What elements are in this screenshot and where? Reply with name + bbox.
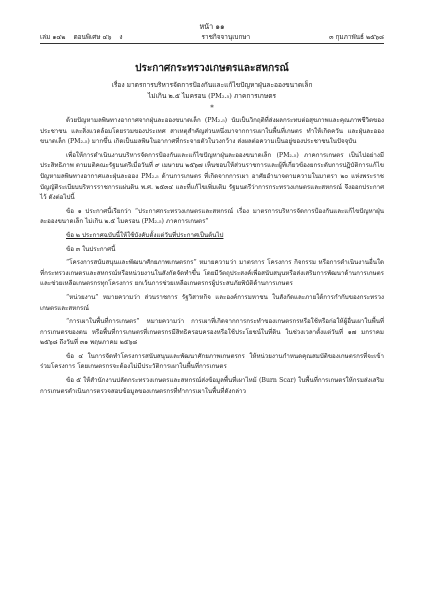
- paragraph-clause-2: ข้อ ๒ ประกาศฉบับนี้ให้ใช้บังคับตั้งแต่วันที่ประกาศเป็นต้นไป: [66, 231, 224, 239]
- paragraph-clause-5: ข้อ ๕ ให้สำนักงานปลัดกระทรวงเกษตรและสหกรณ์ส่งข้อมูลพื้นที่เผาไหม้ (Burn Scar) ในพื้นที่การเกษตรให้กรมส่งเสริมการเกษตรดำเนินการตรวจสอบข้อมูลของเกษตรกรที่ทำการเผาในพื้นที่ดังกล่าว: [40, 377, 384, 395]
- paragraph-clause-4: ข้อ ๔ ในการจัดทำโครงการสนับสนุนและพัฒนาศักยภาพเกษตรกร ให้หน่วยงานกำหนดคุณสมบัติของเกษตรกรที่จะเข้าร่วมโครงการ โดยเกษตรกรจะต้องไม่มีประวัติการเผาในพื้นที่การเกษตร: [40, 352, 384, 371]
- announcement-title: ประกาศกระทรวงเกษตรและสหกรณ์: [135, 63, 289, 74]
- paragraph-definition-project: “โครงการสนับสนุนและพัฒนาศักยภาพเกษตรกร” หมายความว่า มาตรการ โครงการ กิจกรรม หรือการดำเนินงานอื่นใดที่กระทรวงเกษตรและสหกรณ์หรือหน่วยงานในสังกัดจัดทำขึ้น โดยมีวัตถุประสงค์เพื่อสนับสนุนหรือส่งเสริมการพัฒนาด้านการเกษตร และช่วยเหลือเกษตรกรทุกโครงการ ยกเว้นการช่วยเหลือเกษตรกรผู้ประสบภัยพิบัติด้านการเกษตร: [40, 259, 384, 288]
- page-number: หน้า ๑๑: [199, 22, 225, 31]
- paragraph-clause-3: ข้อ ๓ ในประกาศนี้: [66, 245, 116, 253]
- star-divider: *: [210, 104, 214, 112]
- gazette-header-left: [40, 33, 123, 41]
- paragraph-definition-agency: “หน่วยงาน” หมายความว่า ส่วนราชการ รัฐวิสาหกิจ และองค์การมหาชน ในสังกัดและภายใต้การกำกับของกระทรวงเกษตรและสหกรณ์: [40, 293, 384, 312]
- gazette-header: [40, 33, 384, 44]
- issue-label: ตอนพิเศษ ๔๖: [73, 33, 112, 41]
- publication-name: ราชกิจจานุเบกษา: [201, 33, 251, 41]
- section-label: ง: [119, 33, 123, 41]
- paragraph-clause-1: ข้อ ๑ ประกาศนี้เรียกว่า “ประกาศกระทรวงเกษตรและสหกรณ์ เรื่อง มาตรการบริหารจัดการป้องกันและแก้ไขปัญหาฝุ่นละอองขนาดเล็ก ไม่เกิน ๒.๕ ไมครอน (PM₂.₅) ภาคการเกษตร”: [40, 207, 384, 226]
- paragraph-definition-burning: “การเผาในพื้นที่การเกษตร” หมายความว่า การเผาที่เกิดจากการกระทำของเกษตรกรหรือใช้หรือก่อให้ผู้อื่นเผาในพื้นที่การเกษตรของตน หรือพื้นที่การเกษตรที่เกษตรกรมีสิทธิครอบครองหรือใช้ประโยชน์ในที่ดิน ในช่วงเวลาตั้งแต่วันที่ ๑๗ มกราคม ๒๕๖๘ ถึงวันที่ ๓๑ พฤษภาคม ๒๕๖๘: [40, 318, 384, 347]
- volume-label: เล่ม ๑๔๒: [40, 33, 66, 41]
- paragraph-preamble: ด้วยปัญหามลพิษทางอากาศจากฝุ่นละอองขนาดเล็ก (PM₂.₅) นับเป็นวิกฤติที่ส่งผลกระทบต่อสุขภาพและคุณภาพชีวิตของประชาชน และสิ่งแวดล้อมโดยรวมของประเทศ สาเหตุสำคัญส่วนหนึ่งมาจากการเผาในพื้นที่เกษตร ทำให้เกิดควัน และฝุ่นละอองขนาดเล็ก (PM₂.₅) มากขึ้น เกิดเป็นมลพิษในอากาศที่กระจายตัวในวงกว้าง ส่งผลต่อความเป็นอยู่ของประชาชนในปัจจุบัน: [40, 117, 384, 146]
- publication-date: ๓ กุมภาพันธ์ ๒๕๖๘: [329, 33, 384, 41]
- subject-line-2: ไม่เกิน ๒.๕ ไมครอน (PM₂.₅) ภาคการเกษตร: [147, 92, 277, 100]
- subject-line-1: เรื่อง มาตรการบริหารจัดการป้องกันและแก้ไขปัญหาฝุ่นละอองขนาดเล็ก: [111, 81, 313, 89]
- paragraph-authority: เพื่อให้การดำเนินงานบริหารจัดการป้องกันและแก้ไขปัญหาฝุ่นละอองขนาดเล็ก (PM₂.₅) ภาคการเกษตร เป็นไปอย่างมีประสิทธิภาพ ตามมติคณะรัฐมนตรีเมื่อวันที่ ๙ เมษายน ๒๕๖๗ เห็นชอบให้ส่วนราชการและผู้ที่เกี่ยวข้องยกระดับการปฏิบัติการแก้ไขปัญหามลพิษทางอากาศและฝุ่นละออง PM₂.₅ ด้านการเกษตร ที่เกิดจากการเผา อาศัยอำนาจตามความในมาตรา ๒๐ แห่งพระราชบัญญัติระเบียบบริหารราชการแผ่นดิน พ.ศ. ๒๕๓๔ และที่แก้ไขเพิ่มเติม รัฐมนตรีว่าการกระทรวงเกษตรและสหกรณ์ จึงออกประกาศไว้ ดังต่อไปนี้: [40, 151, 384, 202]
